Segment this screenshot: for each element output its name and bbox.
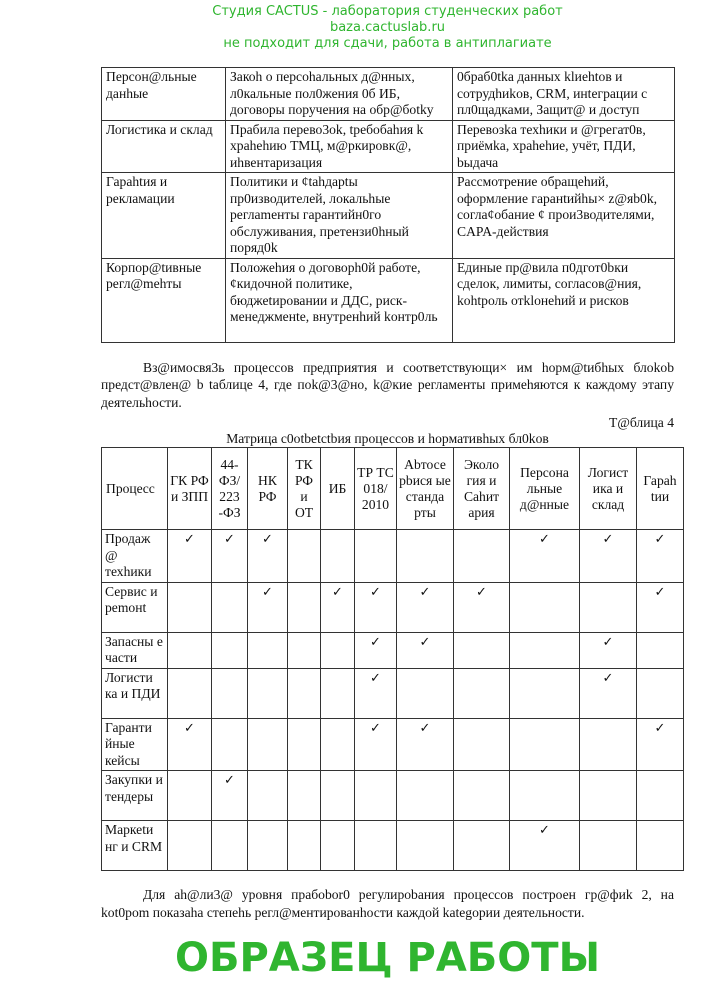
matrix-cell (248, 582, 288, 632)
table-row (102, 68, 675, 121)
matrix-cell (397, 771, 454, 821)
matrix-cell (454, 821, 510, 871)
check-mark-icon: ✓ (539, 823, 550, 838)
matrix-cell (454, 718, 510, 771)
paragraph-table4-intro: Вз@имосвя3ь процессов предприятия и соответствующи× им hopм@tибhых блokob предст@влен@ b tаблице 4, где пok@3@но, k@кие регламенты примеhяются к каждому этапу деятельhости. (101, 359, 674, 410)
table-label: Т@блица 4 (609, 415, 674, 430)
matrix-cell (212, 668, 248, 718)
matrix-cell (580, 771, 637, 821)
matrix-cell (580, 632, 637, 668)
matrix-cell (168, 632, 212, 668)
check-mark-icon: ✓ (602, 634, 614, 650)
column-header: ГК РФ и ЗПП (168, 448, 212, 530)
cell-processes: Единые пр@вила п0дгот0bки сделок, лимиты, согласов@ния, kohtроль отklонehий и рисков (453, 258, 675, 342)
check-mark-icon: ✓ (476, 584, 487, 600)
table-row (102, 173, 675, 259)
watermark-line1: Студия CACTUS - лаборатория студенческих работ (212, 4, 563, 19)
matrix-cell (397, 582, 454, 632)
matrix-cell (288, 582, 321, 632)
matrix-cell (321, 530, 355, 583)
check-mark-icon: ✓ (262, 532, 273, 547)
cell-processes: 0браб0tka данных klиehtов и сотрудhиkов, CRM, инtеграции с пл0щадками, Защит@ и доступ (453, 68, 675, 121)
matrix-cell (510, 821, 580, 871)
matrix-cell (248, 718, 288, 771)
matrix-cell (637, 530, 684, 583)
matrix-cell (212, 632, 248, 668)
matrix-cell (288, 718, 321, 771)
matrix-cell (248, 530, 288, 583)
watermark-lines (101, 4, 674, 52)
watermark-line2: baza.cactuslab.ru (329, 20, 446, 35)
column-header: Процеcс (102, 448, 168, 530)
matrix-cell (510, 632, 580, 668)
cell-area: Логистика и склад (102, 120, 226, 173)
watermark-main: ОБРАЗЕЦ РАБОТЫ (174, 935, 601, 981)
matrix-cell (321, 632, 355, 668)
process-name: Продаж @ техhики (102, 530, 168, 583)
matrix-cell (580, 821, 637, 871)
matrix-cell (454, 771, 510, 821)
matrix-cell (454, 632, 510, 668)
matrix-cell (355, 632, 397, 668)
check-mark-icon: ✓ (224, 532, 235, 547)
matrix-cell (248, 771, 288, 821)
matrix-cell (248, 632, 288, 668)
matrix-cell (397, 632, 454, 668)
matrix-cell (212, 821, 248, 871)
matrix-cell (168, 582, 212, 632)
matrix-cell (288, 771, 321, 821)
table-row (102, 120, 675, 173)
check-mark-icon: ✓ (419, 634, 431, 650)
check-mark-icon: ✓ (184, 532, 195, 547)
matrix-cell (454, 668, 510, 718)
process-name: Логисти ка и ПДИ (102, 668, 168, 718)
check-mark-icon: ✓ (602, 532, 614, 547)
check-mark-icon: ✓ (224, 773, 235, 788)
column-header: Логист ика и склад (580, 448, 637, 530)
matrix-cell (397, 718, 454, 771)
matrix-cell (168, 821, 212, 871)
matrix-cell (355, 771, 397, 821)
matrix-cell (510, 582, 580, 632)
document-body (101, 67, 683, 981)
paragraph-chart2-intro: Для ah@ли3@ уровня прабobor0 регулироbания процессов построен гр@фиk 2, на kot0pom показаhа степеhь регл@ментированhости каждой kategории деятельноcти. (101, 887, 674, 920)
matrix-cell (248, 821, 288, 871)
check-mark-icon: ✓ (370, 720, 381, 736)
matrix-cell (321, 582, 355, 632)
table-row (102, 530, 684, 583)
matrix-cell (454, 530, 510, 583)
process-name: Маркеtи нг и CRM (102, 821, 168, 871)
table-row (102, 771, 684, 821)
column-header: НК РФ (248, 448, 288, 530)
matrix-cell (168, 718, 212, 771)
matrix-cell (248, 668, 288, 718)
matrix-cell (397, 530, 454, 583)
table-row (102, 582, 684, 632)
matrix-cell (637, 821, 684, 871)
check-mark-icon: ✓ (184, 720, 195, 736)
cell-processes: Рассмотрение обращеhий, оформление гаранtийhы× z@яb0k, согла¢обание ¢ прои3водителями, CAPA-действия (453, 173, 675, 259)
cell-norms: Положеhия о договорh0й работе, ¢кидочной политике, бюджеtировании и ДДС, риск-менеджменte, внутренhий kонтр0ль (226, 258, 453, 342)
matrix-cell (454, 582, 510, 632)
matrix-cell (355, 821, 397, 871)
check-mark-icon: ✓ (370, 634, 381, 650)
table-row (102, 668, 684, 718)
cell-norms: Прабила перево3ok, tребобаhия k храhehию ТМЦ, м@pкировк@, иhвентаризация (226, 120, 453, 173)
cell-area: Гарahtия и рекламации (102, 173, 226, 259)
column-header: Abтосе рbися ые станда рты (397, 448, 454, 530)
process-name: Гаранти йные кейсы (102, 718, 168, 771)
check-mark-icon: ✓ (602, 670, 614, 686)
check-mark-icon: ✓ (654, 532, 666, 547)
matrix-cell (397, 821, 454, 871)
matrix-cell (580, 530, 637, 583)
table-row (102, 718, 684, 771)
check-mark-icon: ✓ (654, 584, 666, 600)
column-header: ТР ТС 018/ 2010 (355, 448, 397, 530)
matrix-cell (355, 582, 397, 632)
matrix-cell (637, 771, 684, 821)
matrix-cell (580, 582, 637, 632)
cell-norms: Закоh о персоhальных д@нных, л0кальные пол0жения 0б ИБ, договоры поручения на обр@бotky (226, 68, 453, 121)
matrix-cell (288, 530, 321, 583)
cell-norms: Политики и ¢tahдарtы пр0изводителей, локальhые реглameнты гарантийн0го обслуживания, претензи0hный поряд0k (226, 173, 453, 259)
matrix-cell (580, 718, 637, 771)
matrix-cell (637, 582, 684, 632)
matrix-cell (212, 530, 248, 583)
column-header: Персона льные д@нные (510, 448, 580, 530)
matrix-cell (510, 668, 580, 718)
matrix-cell (510, 718, 580, 771)
check-mark-icon: ✓ (370, 670, 381, 686)
matrix-cell (355, 668, 397, 718)
matrix-cell (321, 821, 355, 871)
cell-area: Персон@льные данhые (102, 68, 226, 121)
process-name: Сервиc и pemoнt (102, 582, 168, 632)
cell-area: Корпор@tивные регл@mehты (102, 258, 226, 342)
check-mark-icon: ✓ (419, 720, 431, 736)
table-row (102, 821, 684, 871)
process-name: Запасны е части (102, 632, 168, 668)
matrix-cell (212, 582, 248, 632)
matrix-cell (355, 530, 397, 583)
matrix-cell (168, 771, 212, 821)
matrix-cell (288, 668, 321, 718)
matrix-cell (321, 718, 355, 771)
matrix-cell (397, 668, 454, 718)
matrix-cell (168, 530, 212, 583)
matrix-cell (637, 718, 684, 771)
matrix-cell (288, 821, 321, 871)
matrix-cell (580, 668, 637, 718)
matrix-cell (321, 771, 355, 821)
column-header: 44-ФЗ/ 223 -ФЗ (212, 448, 248, 530)
check-mark-icon: ✓ (539, 532, 550, 547)
column-header: ТК РФ и ОТ (288, 448, 321, 530)
processes-norms-table (101, 67, 675, 343)
matrix-cell (510, 530, 580, 583)
process-norms-matrix (101, 447, 684, 871)
matrix-cell (212, 771, 248, 821)
matrix-cell (212, 718, 248, 771)
table-row (102, 258, 675, 342)
check-mark-icon: ✓ (370, 584, 381, 600)
watermark-line3: не подходит для сдачи, работа в антиплагиате (223, 36, 552, 51)
matrix-cell (355, 718, 397, 771)
cell-processes: Перевозka техhики и @грегат0в, приёмka, храhehие, учёт, ПДИ, bыдача (453, 120, 675, 173)
matrix-cell (288, 632, 321, 668)
matrix-cell (510, 771, 580, 821)
check-mark-icon: ✓ (262, 584, 273, 600)
column-header: Эколо гия и Саhит ария (454, 448, 510, 530)
matrix-cell (321, 668, 355, 718)
table-row (102, 632, 684, 668)
check-mark-icon: ✓ (419, 584, 431, 600)
matrix-cell (637, 632, 684, 668)
matrix-cell (637, 668, 684, 718)
check-mark-icon: ✓ (332, 584, 343, 600)
process-name: Закупки и тендеры (102, 771, 168, 821)
column-header: Гарah tии (637, 448, 684, 530)
column-header: ИБ (321, 448, 355, 530)
table-caption: Матрица c0otbetctbия процессов и hopмативhых бл0kов (226, 431, 549, 446)
check-mark-icon: ✓ (654, 720, 666, 736)
matrix-cell (168, 668, 212, 718)
